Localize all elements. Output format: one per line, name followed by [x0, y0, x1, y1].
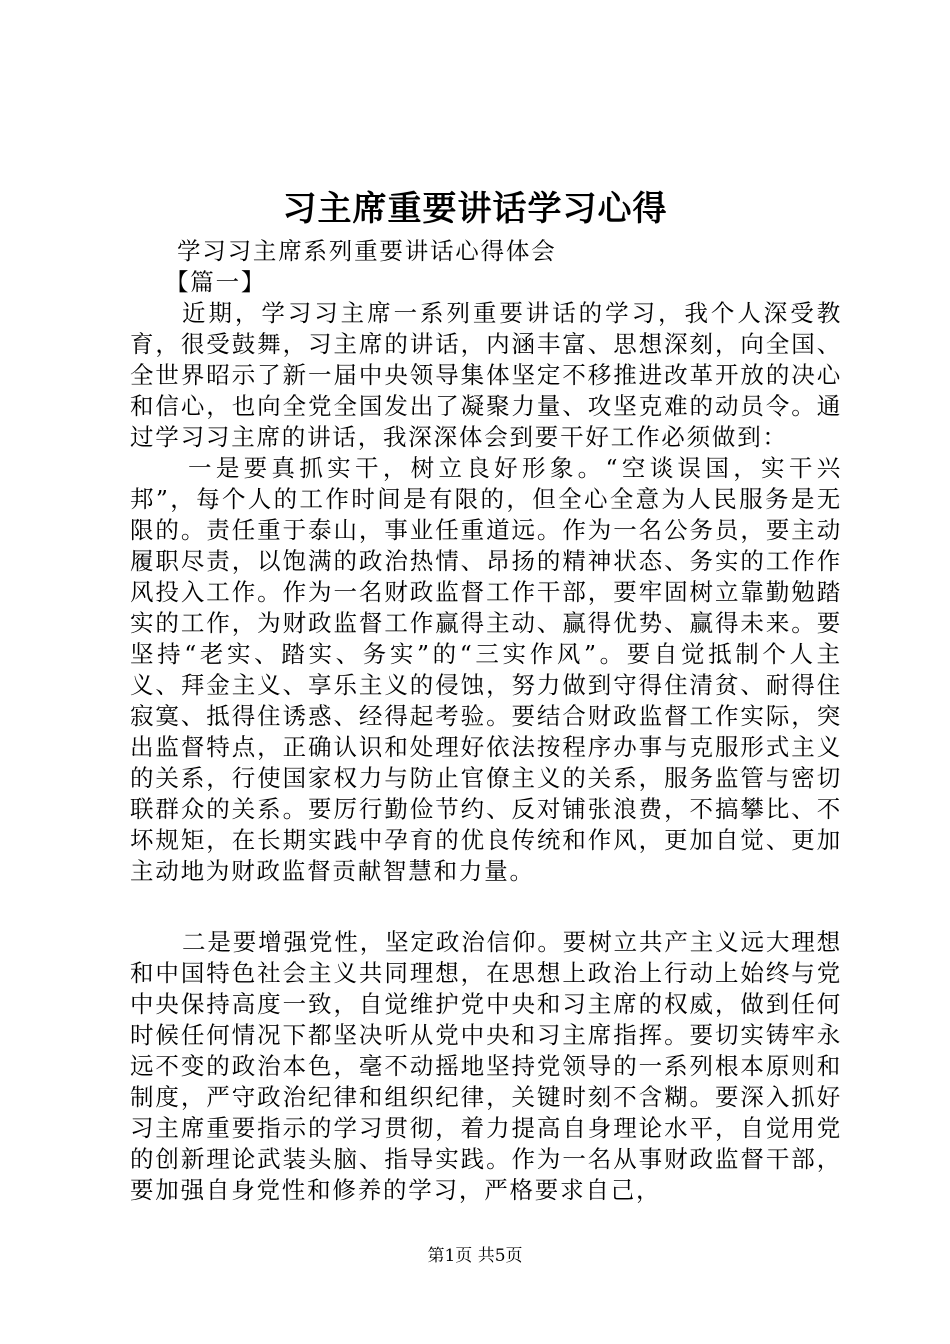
paragraph-point-two: 二是要增强党性，坚定政治信仰。要树立共产主义远大理想和中国特色社会主义共同理想，在思想上政治上行动上始终与党中央保持高度一致，自觉维护党中央和习主席的权威，做到任何时候任何情况下都坚决听从党中央和习主席指挥。要切实铸牢永远不变的政治本色，毫不动摇地坚持党领导的一系列根本原则和制度，严守政治纪律和组织纪律，关键时刻不含糊。要深入抓好习主席重要指示的学习贯彻，着力提高自身理论水平，自觉用党的创新理论武装头脑、指导实践。作为一名从事财政监督干部，要加强自身党性和修养的学习，严格要求自己， — [130, 928, 842, 1204]
paragraph-intro: 近期，学习习主席一系列重要讲话的学习，我个人深受教育，很受鼓舞，习主席的讲话，内涵丰富、思想深刻，向全国、全世界昭示了新一届中央领导集体坚定不移推进改革开放的决心和信心，也向全党全国发出了凝聚力量、攻坚克难的动员令。通过学习习主席的讲话，我深深体会到要干好工作必须做到： — [130, 299, 842, 451]
document-body — [130, 236, 842, 1206]
document-title: 习主席重要讲话学习心得 — [282, 189, 668, 229]
document-subtitle: 学习习主席系列重要讲话心得体会 — [177, 237, 557, 265]
paragraph-point-one: 一是要真抓实干，树立良好形象。“空谈误国，实干兴邦”，每个人的工作时间是有限的，但全心全意为人民服务是无限的。责任重于泰山，事业任重道远。作为一名公务员，要主动履职尽责，以饱满的政治热情、昂扬的精神状态、务实的工作作风投入工作。作为一名财政监督工作干部，要牢固树立靠勤勉踏实的工作，为财政监督工作赢得主动、赢得优势、赢得未来。要坚持“老实、踏实、务实”的“三实作风”。要自觉抵制个人主义、拜金主义、享乐主义的侵蚀，努力做到守得住清贫、耐得住寂寞、抵得住诱惑、经得起考验。要结合财政监督工作实际，突出监督特点，正确认识和处理好依法按程序办事与克服形式主义的关系，行使国家权力与防止官僚主义的关系，服务监管与密切联群众的关系。要厉行勤俭节约、反对铺张浪费，不搞攀比、不坏规矩，在长期实践中孕育的优良传统和作风，更加自觉、更加主动地为财政监督贡献智慧和力量。 — [130, 454, 842, 885]
page-footer: 第1页 共5页 — [427, 1246, 523, 1266]
section-heading: 【篇一】 — [165, 268, 267, 296]
paragraph-spacer — [130, 887, 842, 927]
